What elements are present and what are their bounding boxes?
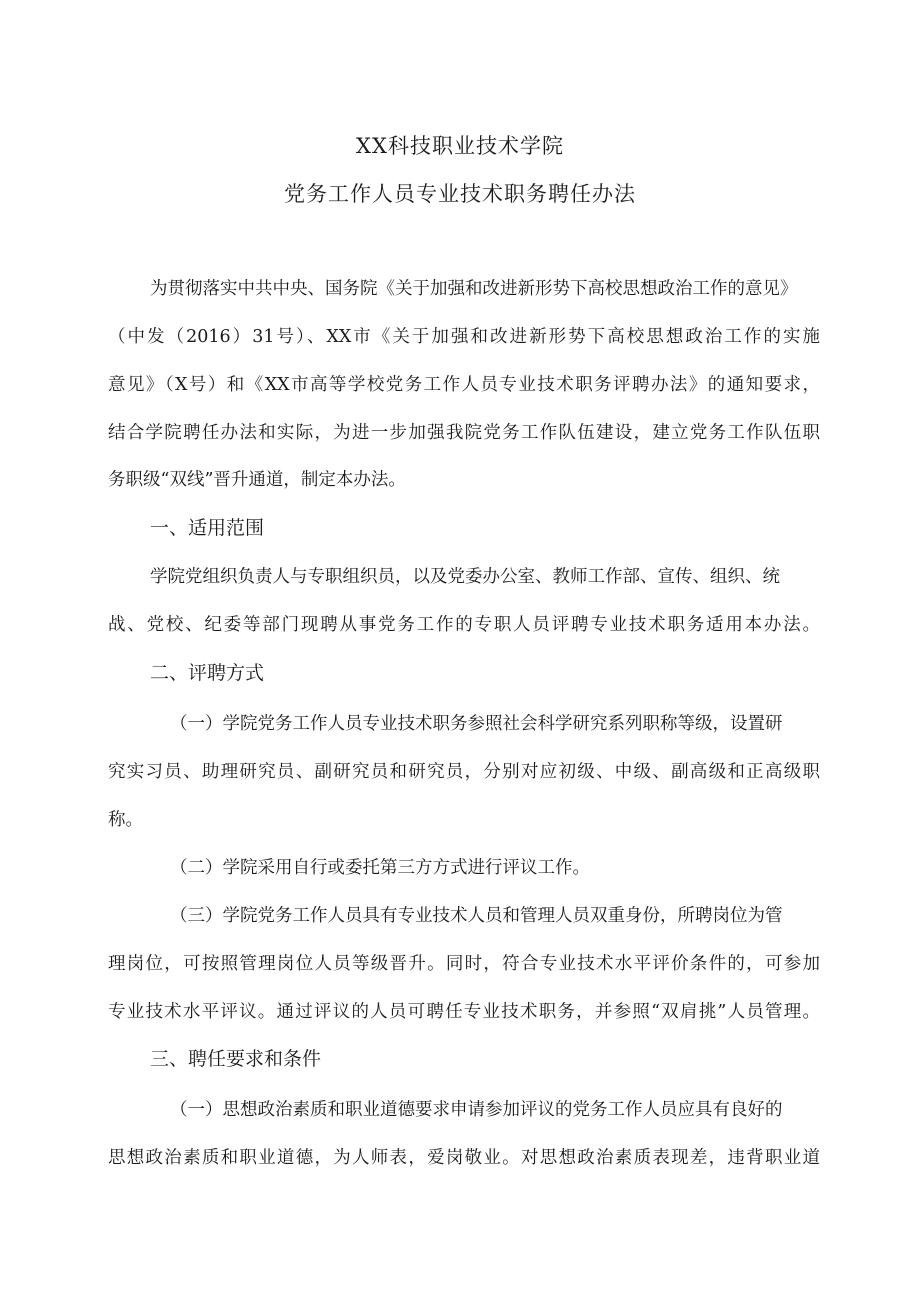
section2-item1-line-3: 称。 <box>108 810 143 830</box>
intro-line-1: 为贯彻落实中共中央、国务院《关于加强和改进新形势下高校思想政治工作的意见》 <box>150 279 798 299</box>
section1-heading: 一、适用范围 <box>150 517 265 539</box>
document-title-line2: 党务工作人员专业技术职务聘任办法 <box>284 182 636 206</box>
intro-line-2: （中发（2016）31号）、XX市《关于加强和改进新形势下高校思想政治工作的实施 <box>108 327 820 347</box>
section1-line-1: 学院党组织负责人与专职组织员，以及党委办公室、教师工作部、宣传、组织、统 <box>150 567 780 587</box>
section2-item3-line-2: 理岗位，可按照管理岗位人员等级晋升。同时，符合专业技术水平评价条件的，可参加 <box>108 954 820 974</box>
section2-item2-line-1: （二）学院采用自行或委托第三方方式进行评议工作。 <box>170 858 590 878</box>
section2-item3-line-1: （三）学院党务工作人员具有专业技术人员和管理人员双重身份，所聘岗位为管 <box>170 906 783 926</box>
intro-line-5: 务职级“双线”晋升通道，制定本办法。 <box>108 470 406 490</box>
section3-heading: 三、聘任要求和条件 <box>150 1048 322 1070</box>
section2-item3-line-3: 专业技术水平评议。通过评议的人员可聘任专业技术职务，并参照“双肩挑”人员管理。 <box>108 1002 820 1022</box>
section2-heading: 二、评聘方式 <box>150 662 265 684</box>
section1-line-2: 战、党校、纪委等部门现聘从事党务工作的专职人员评聘专业技术职务适用本办法。 <box>108 615 820 635</box>
intro-line-3: 意见》（X号）和《XX市高等学校党务工作人员专业技术职务评聘办法》的通知要求， <box>108 375 820 395</box>
section2-item1-line-1: （一）学院党务工作人员专业技术职务参照社会科学研究系列职称等级，设置研 <box>170 714 783 734</box>
section3-item1-line-2: 思想政治素质和职业道德，为人师表，爱岗敬业。对思想政治素质表现差，违背职业道 <box>108 1148 820 1168</box>
document-title-line1: XX科技职业技术学院 <box>356 134 564 158</box>
section3-item1-line-1: （一）思想政治素质和职业道德要求申请参加评议的党务工作人员应具有良好的 <box>170 1100 783 1120</box>
intro-line-4: 结合学院聘任办法和实际，为进一步加强我院党务工作队伍建设，建立党务工作队伍职 <box>108 423 820 443</box>
section2-item1-line-2: 究实习员、助理研究员、副研究员和研究员，分别对应初级、中级、副高级和正高级职 <box>108 762 820 782</box>
